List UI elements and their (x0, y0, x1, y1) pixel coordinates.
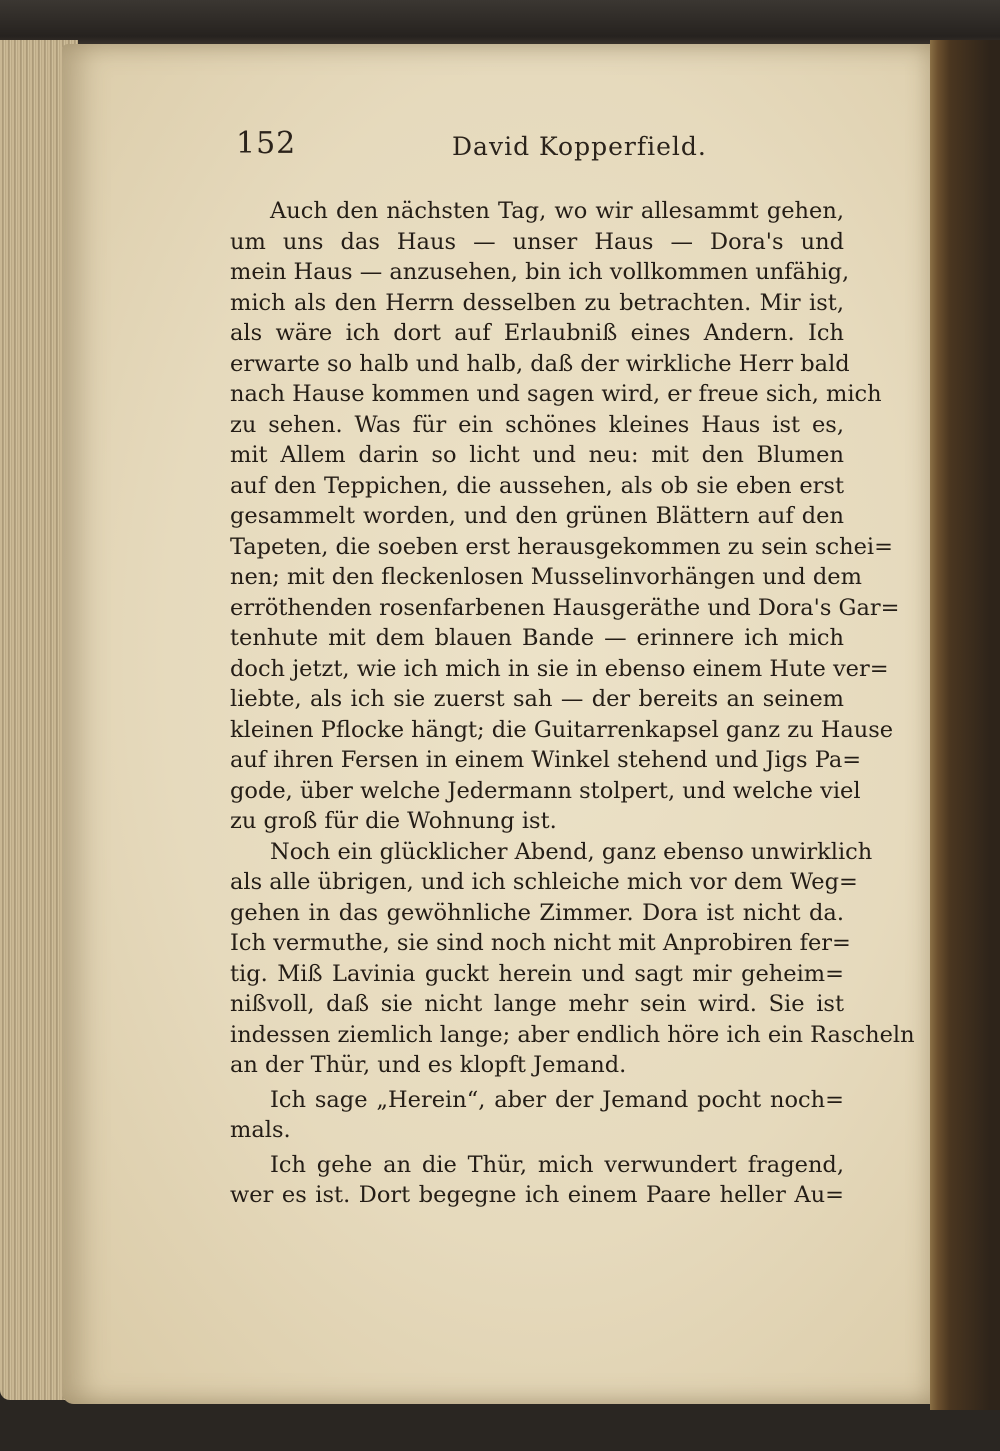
text-line: gode, über welche Jedermann stolpert, und welche viel (230, 777, 861, 804)
text-line: liebte, als ich sie zuerst sah — der bereits an seinem (230, 686, 844, 712)
text-line: Ich gehe an die Thür, mich verwundert fragend, (270, 1151, 844, 1178)
text-line: mein Haus — anzusehen, bin ich vollkommen unfähig, (230, 259, 850, 285)
text-line: um uns das Haus — unser Haus — Dora's und (230, 228, 844, 255)
text-line: mich als den Herrn desselben zu betrachten. Mir ist, (230, 289, 844, 316)
text-line: nach Hause kommen und sagen wird, er freue sich, mich (230, 381, 882, 407)
text-line: Tapeten, die soeben erst herausgekommen zu sein schei= (230, 533, 893, 560)
text-line: erwarte so halb und halb, daß der wirkliche Herr bald (230, 350, 850, 377)
text-line: Ich vermuthe, sie sind noch nicht mit Anprobiren fer= (230, 930, 851, 956)
body-text (230, 196, 915, 1211)
text-line: zu groß für die Wohnung ist. (230, 808, 557, 834)
running-head (236, 126, 836, 170)
text-line: mit Allem darin so licht und neu: mit den Blumen (230, 442, 844, 468)
text-line: Auch den nächsten Tag, wo wir allesammt gehen, (270, 198, 844, 224)
text-line: auf ihren Fersen in einem Winkel stehend und Jigs Pa= (230, 747, 862, 773)
text-line: als wäre ich dort auf Erlaubniß eines Andern. Ich (230, 320, 844, 346)
text-line: Ich sage „Herein“, aber der Jemand pocht noch= (270, 1086, 844, 1113)
text-line: wer es ist. Dort begegne ich einem Paare heller Au= (230, 1182, 844, 1208)
text-line: Noch ein glücklicher Abend, ganz ebenso unwirklich (270, 838, 873, 865)
running-title: David Kopperfield. (452, 132, 707, 161)
text-line: indessen ziemlich lange; aber endlich höre ich ein Rascheln (230, 1021, 915, 1048)
text-line: nißvoll, daß sie nicht lange mehr sein wird. Sie ist (230, 991, 844, 1017)
text-line: auf den Teppichen, die aussehen, als ob sie eben erst (230, 472, 844, 499)
text-line: an der Thür, und es klopft Jemand. (230, 1052, 627, 1078)
text-line: als alle übrigen, und ich schleiche mich vor dem Weg= (230, 869, 858, 895)
text-line: nen; mit den fleckenlosen Musselinvorhängen und dem (230, 564, 862, 590)
facing-page-edge (930, 40, 1000, 1410)
page-number: 152 (236, 126, 297, 161)
text-line: gehen in das gewöhnliche Zimmer. Dora ist nicht da. (230, 899, 844, 926)
text-line: erröthenden rosenfarbenen Hausgeräthe und Dora's Gar= (230, 594, 900, 621)
text-line: doch jetzt, wie ich mich in sie in ebenso einem Hute ver= (230, 655, 889, 682)
text-line: mals. (230, 1117, 291, 1143)
text-line: zu sehen. Was für ein schönes kleines Haus ist es, (230, 411, 844, 438)
text-line: gesammelt worden, und den grünen Blättern auf den (230, 503, 844, 529)
text-line: tig. Miß Lavinia guckt herein und sagt mir geheim= (230, 960, 844, 987)
text-line: tenhute mit dem blauen Bande — erinnere ich mich (230, 625, 844, 651)
text-line: kleinen Pflocke hängt; die Guitarrenkapsel ganz zu Hause (230, 716, 894, 743)
